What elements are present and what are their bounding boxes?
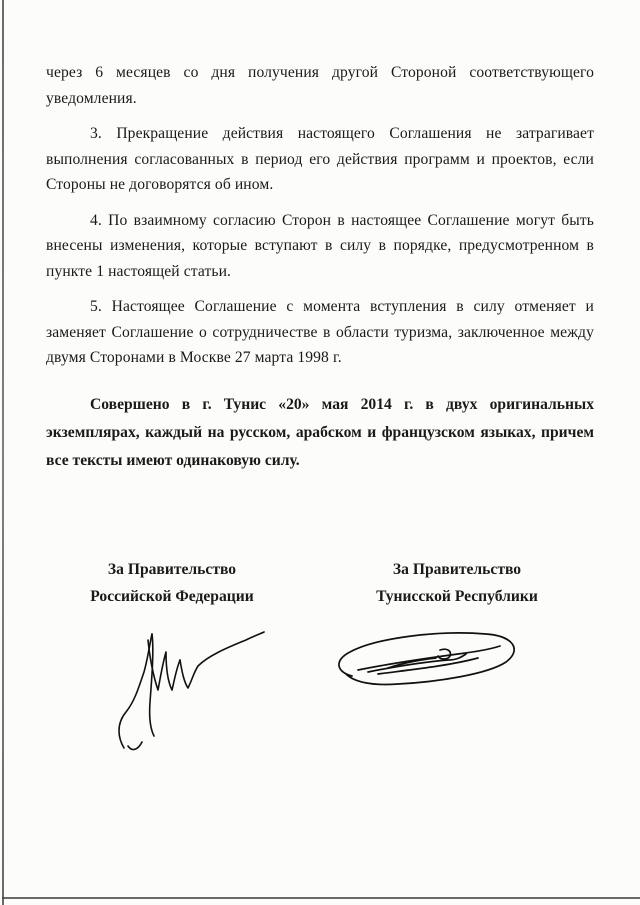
signatory-tunisia-line2: Тунисской Республики [376,588,538,605]
scan-edge-left [2,0,4,905]
closing-statement: Совершено в г. Тунис «20» мая 2014 г. в двух оригинальных экземплярах, каждый на русском, арабском и французском языках, причем все тексты имеют одинаковую силу. [46,396,594,469]
paragraph-5: 5. Настоящее Соглашение с момента вступления в силу отменяет и заменяет Соглашение о сотрудничестве в области туризма, заключенное между двумя Сторонами в Москве 27 марта 1998 г. [46,298,594,366]
signatory-tunisia [337,556,577,610]
signatory-russia-line2: Российской Федерации [90,588,254,605]
signatory-russia-line1: За Правительство [107,561,237,578]
paragraph-3: 3. Прекращение действия настоящего Соглашения не затрагивает выполнения согласованных в период его действия программ и проектов, если Стороны не договорятся об ином. [46,125,594,193]
article-text [46,60,594,381]
scan-edge-bottom [2,897,640,899]
paragraph-4: 4. По взаимному согласию Сторон в настоящее Соглашение могут быть внесены изменения, которые вступают в силу в порядке, предусмотренном в пункте 1 настоящей статьи. [46,211,594,280]
signatory-russia [52,556,292,610]
paragraph-continuation: через 6 месяцев со дня получения другой Стороной соответствующего уведомления. [46,64,594,107]
signature-russia [108,620,268,760]
signature-tunisia [328,620,528,700]
signatory-tunisia-line1: За Правительство [392,561,522,578]
